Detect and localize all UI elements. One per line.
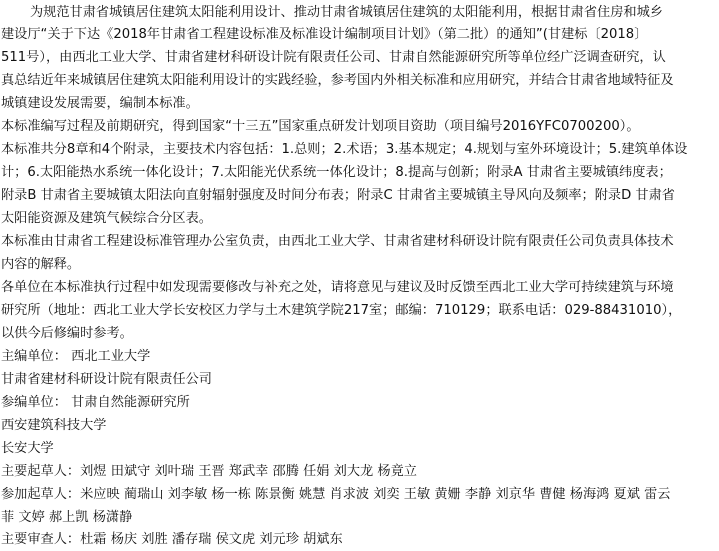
chief-editor-unit: 主编单位： 西北工业大学 xyxy=(1,349,151,364)
paragraph-line: 真总结近年来城镇居住建筑太阳能利用设计的实践经验，参考国内外相关标准和应用研究，并结合甘肃省地域特征及 xyxy=(1,73,674,88)
main-reviewers: 主要审查人：杜霜 杨庆 刘胜 潘存瑞 侯文虎 刘元珍 胡斌东 xyxy=(1,532,343,547)
participating-unit: 长安大学 xyxy=(1,441,54,456)
paragraph-line: 计；6.太阳能热水系统一体化设计；7.太阳能光伏系统一体化设计；8.提高与创新；附录A 甘肃省主要城镇纬度表； xyxy=(1,165,672,180)
paragraph-line: 511号），由西北工业大学、甘肃省建材科研设计院有限责任公司、甘肃自然能源研究所等单位经广泛调查研究，认 xyxy=(1,50,666,65)
paragraph-line: 以供今后修编时参考。 xyxy=(1,326,133,341)
paragraph-line: 城镇建设发展需要，编制本标准。 xyxy=(1,96,199,111)
paragraph-line: 本标准由甘肃省工程建设标准管理办公室负责，由西北工业大学、甘肃省建材科研设计院有限责任公司负责具体技术 xyxy=(1,234,674,249)
paragraph-line: 内容的解释。 xyxy=(1,257,81,272)
paragraph-line: 附录B 甘肃省主要城镇太阳法向直射辐射强度及时间分布表；附录C 甘肃省主要城镇主导风向及频率；附录D 甘肃省 xyxy=(1,188,675,203)
paragraph-line: 本标准编写过程及前期研究，得到国家“十三五”国家重点研发计划项目资助（项目编号2016YFC0700200）。 xyxy=(1,119,640,134)
paragraph-line: 太阳能资源及建筑气候综合分区表。 xyxy=(1,211,212,226)
participating-drafters: 菲 文婷 郝上凯 杨潇静 xyxy=(1,510,133,525)
paragraph-line: 本标准共分8章和4个附录，主要技术内容包括：1.总则；2.术语；3.基本规定；4.规划与室外环境设计；5.建筑单体设 xyxy=(1,142,688,157)
chief-editor-unit: 甘肃省建材科研设计院有限责任公司 xyxy=(1,372,212,387)
paragraph-line: 研究所（地址：西北工业大学长安校区力学与土木建筑学院217室；邮编：710129；联系电话：029-88431010）， xyxy=(1,303,682,318)
paragraph-line: 为规范甘肃省城镇居住建筑太阳能利用设计、推动甘肃省城镇居住建筑的太阳能利用，根据甘肃省住房和城乡 xyxy=(30,5,663,20)
paragraph-line: 建设厅“关于下达《2018年甘肃省工程建设标准及标准设计编制项目计划》（第二批）的通知”(甘建标〔2018〕 xyxy=(1,27,648,42)
main-drafters: 主要起草人：刘煜 田斌守 刘叶瑞 王晋 郑武幸 邵腾 任娟 刘大龙 杨竟立 xyxy=(1,464,417,479)
participating-unit: 参编单位： 甘肃自然能源研究所 xyxy=(1,395,190,410)
participating-drafters: 参加起草人：米应映 蔺瑞山 刘李敏 杨一栋 陈景衡 姚慧 肖求波 刘奕 王敏 黄姗 李静 刘京华 曹健 杨海鸿 夏斌 雷云 xyxy=(1,487,671,502)
participating-unit: 西安建筑科技大学 xyxy=(1,418,107,433)
paragraph-line: 各单位在本标准执行过程中如发现需要修改与补充之处，请将意见与建议及时反馈至西北工业大学可持续建筑与环境 xyxy=(1,280,674,295)
